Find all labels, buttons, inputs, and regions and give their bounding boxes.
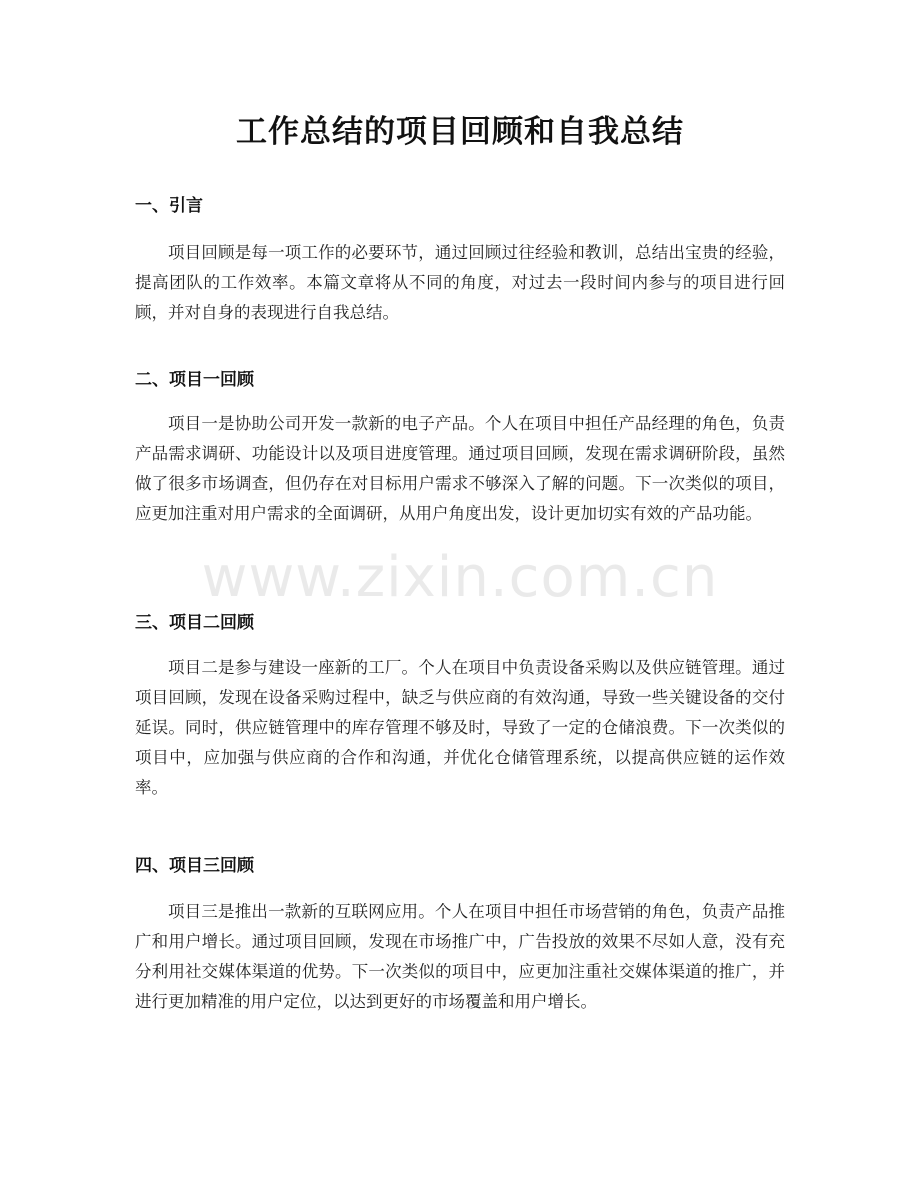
section-heading-project-two: 三、项目二回顾 — [135, 613, 254, 633]
section-heading-project-three: 四、项目三回顾 — [135, 856, 254, 876]
watermark-text: www.zixin.com.cn — [201, 545, 719, 610]
section-paragraph-intro: 项目回顾是每一项工作的必要环节，通过回顾过往经验和教训，总结出宝贵的经验，提高团队的工作效率。本篇文章将从不同的角度，对过去一段时间内参与的项目进行回顾，并对自身的表现进行自我总结。 — [135, 243, 785, 322]
section-paragraph-project-two: 项目二是参与建设一座新的工厂。个人在项目中负责设备采购以及供应链管理。通过项目回顾，发现在设备采购过程中，缺乏与供应商的有效沟通，导致一些关键设备的交付延误。同时，供应链管理中的库存管理不够及时，导致了一定的仓储浪费。下一次类似的项目中，应加强与供应商的合作和沟通，并优化仓储管理系统，以提高供应链的运作效率。 — [135, 658, 785, 797]
section-heading-project-one: 二、项目一回顾 — [135, 370, 254, 390]
section-paragraph-project-three: 项目三是推出一款新的互联网应用。个人在项目中担任市场营销的角色，负责产品推广和用户增长。通过项目回顾，发现在市场推广中，广告投放的效果不尽如人意，没有充分利用社交媒体渠道的优势。下一次类似的项目中，应更加注重社交媒体渠道的推广，并进行更加精准的用户定位，以达到更好的市场覆盖和用户增长。 — [135, 902, 785, 1011]
section-heading-intro: 一、引言 — [135, 196, 203, 216]
section-paragraph-project-one: 项目一是协助公司开发一款新的电子产品。个人在项目中担任产品经理的角色，负责产品需求调研、功能设计以及项目进度管理。通过项目回顾，发现在需求调研阶段，虽然做了很多市场调查，但仍存在对目标用户需求不够深入了解的问题。下一次类似的项目，应更加注重对用户需求的全面调研，从用户角度出发，设计更加切实有效的产品功能。 — [135, 414, 785, 523]
document-title: 工作总结的项目回顾和自我总结 — [236, 114, 684, 150]
